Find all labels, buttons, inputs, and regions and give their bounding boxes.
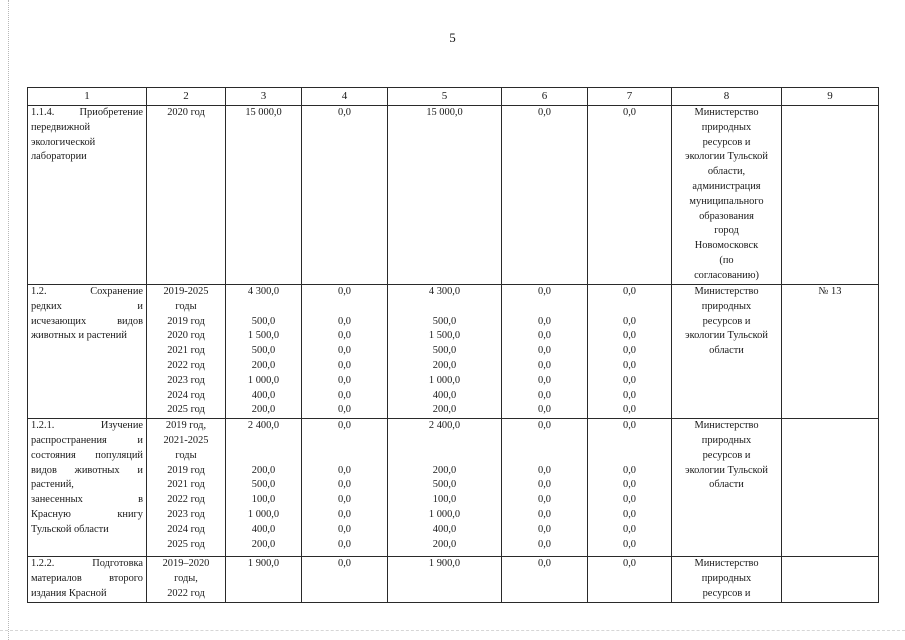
amount-value: 400,0 <box>432 389 457 401</box>
amount-value: 1 500,0 <box>428 330 461 342</box>
measure-name-line: 1.2.2. Подготовка <box>31 558 143 570</box>
amount-value: 400,0 <box>251 389 276 401</box>
amount-value: 200,0 <box>251 464 276 476</box>
measure-name-line: 1.2. Сохранение <box>31 286 143 297</box>
amount-value: 200,0 <box>251 538 276 550</box>
amount-value: 0,0 <box>538 315 551 327</box>
measure-name-cell <box>28 285 147 419</box>
amount-cell-3 <box>226 285 302 419</box>
period-line: годы, <box>174 572 198 584</box>
amount-value: 200,0 <box>432 404 457 416</box>
amount-value: 0,0 <box>538 374 551 386</box>
note-value <box>785 557 875 572</box>
amount-value: 0,0 <box>338 558 351 570</box>
executor-line: ресурсов и <box>702 136 751 148</box>
note-value: № 13 <box>818 286 842 297</box>
amount-value: 0,0 <box>338 479 351 491</box>
amount-value: 500,0 <box>432 315 457 327</box>
amount-value: 1 000,0 <box>247 374 280 386</box>
amount-value: 0,0 <box>338 374 351 386</box>
measure-name-line: состояния популяций <box>31 449 143 461</box>
executor-line: ресурсов и <box>702 587 751 599</box>
executor-line: экологии Тульской <box>685 464 768 476</box>
period-line: 2022 год <box>167 587 205 599</box>
table-header-row <box>28 88 879 106</box>
header-cell-4: 4 <box>302 88 388 106</box>
amount-value: 0,0 <box>623 315 636 327</box>
measure-name-cell <box>28 106 147 285</box>
measure-name-line: растений, <box>31 479 74 491</box>
executor-cell <box>672 419 782 557</box>
scan-bottom-edge <box>0 630 905 632</box>
amount-value: 0,0 <box>338 330 351 342</box>
executor-line: ресурсов и <box>702 449 751 461</box>
amount-cell-6 <box>502 419 588 557</box>
note-cell <box>782 285 879 419</box>
period-line: 2023 год <box>167 374 205 386</box>
period-line: годы <box>175 449 197 461</box>
amount-value: 0,0 <box>338 538 351 550</box>
executor-line: образования <box>699 210 754 222</box>
amount-value: 0,0 <box>623 345 636 357</box>
amount-value: 0,0 <box>538 464 551 476</box>
executor-line: Министерство <box>694 420 759 432</box>
executor-line: области <box>709 345 744 357</box>
amount-value: 0,0 <box>623 523 636 535</box>
amount-value: 0,0 <box>623 464 636 476</box>
measure-name-line: 1.2.1. Изучение <box>31 420 143 432</box>
amount-value: 500,0 <box>251 315 276 327</box>
amount-value <box>229 434 298 449</box>
period-line: 2021-2025 <box>163 434 209 446</box>
executor-line: администрация <box>692 180 761 192</box>
measure-name-line: экологической <box>31 136 96 148</box>
amount-value: 2 400,0 <box>428 420 461 432</box>
amount-value: 0,0 <box>538 523 551 535</box>
executor-line: (по <box>719 254 734 266</box>
amount-value: 0,0 <box>538 107 551 118</box>
executor-cell <box>672 106 782 285</box>
amount-value: 0,0 <box>338 286 351 297</box>
amount-cell-3 <box>226 106 302 285</box>
amount-cell-5 <box>388 106 502 285</box>
page-edge-line <box>8 0 9 640</box>
amount-cell-3 <box>226 557 302 602</box>
note-value <box>785 106 875 121</box>
amount-value: 0,0 <box>623 508 636 520</box>
amount-value: 1 900,0 <box>247 558 280 570</box>
amount-value: 0,0 <box>538 479 551 491</box>
amount-value: 0,0 <box>538 286 551 297</box>
amount-value: 0,0 <box>623 286 636 297</box>
amount-value: 0,0 <box>538 359 551 371</box>
amount-value: 0,0 <box>538 420 551 432</box>
amount-value: 0,0 <box>623 359 636 371</box>
measure-name-line: редких и <box>31 300 143 312</box>
period-line: 2024 год <box>167 523 205 535</box>
amount-value: 500,0 <box>251 479 276 491</box>
executor-line: город <box>714 225 739 237</box>
period-cell <box>147 106 226 285</box>
amount-cell-5 <box>388 285 502 419</box>
amount-value: 1 500,0 <box>247 330 280 342</box>
amount-value: 0,0 <box>623 389 636 401</box>
period-line: 2020 год <box>167 330 205 342</box>
amount-value: 0,0 <box>623 479 636 491</box>
amount-value: 0,0 <box>538 508 551 520</box>
period-cell <box>147 285 226 419</box>
period-line: 2019-2025 <box>163 286 209 297</box>
period-line: 2021 год <box>167 345 205 357</box>
amount-cell-7 <box>588 557 672 602</box>
measure-name-line: передвижной <box>31 121 91 133</box>
amount-value: 0,0 <box>623 494 636 506</box>
measure-name-line: Тульской области <box>31 523 109 535</box>
amount-value: 0,0 <box>338 389 351 401</box>
period-line: 2025 год <box>167 538 205 550</box>
executor-line: Новомосковск <box>694 240 759 252</box>
executor-line: согласованию) <box>694 269 759 281</box>
amount-value <box>591 434 668 449</box>
header-cell-8: 8 <box>672 88 782 106</box>
period-line: годы <box>175 300 197 312</box>
measure-name-line: животных и растений <box>31 330 127 342</box>
amount-value <box>391 300 498 315</box>
amount-value: 0,0 <box>338 345 351 357</box>
amount-value: 200,0 <box>432 359 457 371</box>
measure-name-line: Красную книгу <box>31 508 143 520</box>
amount-value: 0,0 <box>338 315 351 327</box>
executor-line: природных <box>701 300 752 312</box>
budget-table <box>27 87 879 603</box>
amount-value <box>305 434 384 449</box>
executor-cell <box>672 557 782 602</box>
period-cell <box>147 557 226 602</box>
header-cell-3: 3 <box>226 88 302 106</box>
amount-value: 400,0 <box>251 523 276 535</box>
note-cell <box>782 557 879 602</box>
amount-value <box>305 449 384 464</box>
amount-value: 500,0 <box>432 479 457 491</box>
period-line: 2022 год <box>167 494 205 506</box>
amount-value: 0,0 <box>538 494 551 506</box>
header-cell-7: 7 <box>588 88 672 106</box>
period-line: 2023 год <box>167 508 205 520</box>
period-line: 2021 год <box>167 479 205 491</box>
amount-cell-4 <box>302 557 388 602</box>
amount-value <box>305 300 384 315</box>
executor-line: муниципального <box>689 195 764 207</box>
amount-cell-7 <box>588 106 672 285</box>
amount-value: 4 300,0 <box>247 286 280 297</box>
executor-line: природных <box>701 434 752 446</box>
period-cell <box>147 419 226 557</box>
amount-value: 100,0 <box>432 494 457 506</box>
amount-value: 1 900,0 <box>428 558 461 570</box>
amount-value <box>505 434 584 449</box>
amount-value: 0,0 <box>538 389 551 401</box>
header-cell-1: 1 <box>28 88 147 106</box>
amount-value: 200,0 <box>251 404 276 416</box>
note-value <box>785 419 875 434</box>
amount-value <box>505 300 584 315</box>
period-line: 2019 год, <box>165 420 207 432</box>
amount-cell-4 <box>302 285 388 419</box>
amount-value: 400,0 <box>432 523 457 535</box>
executor-line: Министерство <box>694 558 759 570</box>
executor-line: области <box>709 479 744 491</box>
amount-value: 4 300,0 <box>428 286 461 297</box>
executor-line: Министерство <box>694 107 759 118</box>
amount-value <box>391 434 498 449</box>
amount-value: 2 400,0 <box>247 420 280 432</box>
measure-name-line: материалов второго <box>31 572 143 584</box>
amount-cell-4 <box>302 106 388 285</box>
amount-value: 0,0 <box>623 374 636 386</box>
amount-value: 0,0 <box>338 107 351 118</box>
page-number: 5 <box>449 30 456 45</box>
amount-value: 0,0 <box>623 538 636 550</box>
amount-value: 100,0 <box>251 494 276 506</box>
amount-value: 0,0 <box>338 508 351 520</box>
amount-cell-3 <box>226 419 302 557</box>
period-line: 2024 год <box>167 389 205 401</box>
table-row <box>28 285 879 419</box>
table-row <box>28 106 879 285</box>
table-row <box>28 557 879 602</box>
period-line: 2019–2020 <box>162 558 210 570</box>
period-line: 2022 год <box>167 359 205 371</box>
measure-name-line: издания Красной <box>31 587 107 599</box>
measure-name-line: распространения и <box>31 434 143 446</box>
amount-cell-7 <box>588 419 672 557</box>
amount-value: 200,0 <box>432 464 457 476</box>
amount-value: 0,0 <box>538 330 551 342</box>
amount-value: 0,0 <box>338 494 351 506</box>
executor-cell <box>672 285 782 419</box>
amount-value <box>505 449 584 464</box>
amount-value: 200,0 <box>432 538 457 550</box>
measure-name-line: видов животных и <box>31 464 143 476</box>
period-line: 2020 год <box>167 107 205 118</box>
amount-value: 0,0 <box>538 404 551 416</box>
amount-value: 15 000,0 <box>245 107 282 118</box>
amount-cell-4 <box>302 419 388 557</box>
amount-cell-5 <box>388 557 502 602</box>
header-cell-9: 9 <box>782 88 879 106</box>
amount-value: 0,0 <box>538 345 551 357</box>
executor-line: области, <box>707 166 746 178</box>
measure-name-line: занесенных в <box>31 494 143 506</box>
amount-value: 500,0 <box>432 345 457 357</box>
note-cell <box>782 106 879 285</box>
amount-value: 0,0 <box>338 404 351 416</box>
amount-value: 15 000,0 <box>426 107 463 118</box>
amount-value: 0,0 <box>538 538 551 550</box>
measure-name-cell <box>28 419 147 557</box>
measure-name-cell <box>28 557 147 602</box>
amount-value: 0,0 <box>623 404 636 416</box>
period-line: 2019 год <box>167 464 205 476</box>
amount-value: 1 000,0 <box>428 374 461 386</box>
period-line: 2019 год <box>167 315 205 327</box>
amount-value <box>229 300 298 315</box>
amount-value <box>591 300 668 315</box>
executor-line: ресурсов и <box>702 315 751 327</box>
measure-name-line: исчезающих видов <box>31 315 143 327</box>
amount-cell-6 <box>502 557 588 602</box>
amount-cell-5 <box>388 419 502 557</box>
executor-line: природных <box>701 572 752 584</box>
amount-value: 0,0 <box>623 558 636 570</box>
header-cell-6: 6 <box>502 88 588 106</box>
amount-cell-6 <box>502 285 588 419</box>
executor-line: Министерство <box>694 286 759 297</box>
amount-value <box>391 449 498 464</box>
amount-value: 200,0 <box>251 359 276 371</box>
amount-value: 0,0 <box>338 464 351 476</box>
amount-value: 1 000,0 <box>247 508 280 520</box>
amount-value: 0,0 <box>623 330 636 342</box>
executor-line: природных <box>701 121 752 133</box>
amount-value <box>591 449 668 464</box>
amount-value: 0,0 <box>623 420 636 432</box>
amount-value: 0,0 <box>338 420 351 432</box>
amount-value <box>229 449 298 464</box>
amount-value: 0,0 <box>538 558 551 570</box>
executor-line: экологии Тульской <box>685 330 768 342</box>
executor-line: экологии Тульской <box>685 151 768 163</box>
amount-value: 0,0 <box>623 107 636 118</box>
measure-name-line: 1.1.4. Приобретение <box>31 107 143 118</box>
note-cell <box>782 419 879 557</box>
amount-cell-6 <box>502 106 588 285</box>
period-line: 2025 год <box>167 404 205 416</box>
amount-cell-7 <box>588 285 672 419</box>
measure-name-line: лаборатории <box>31 151 87 163</box>
table-row <box>28 419 879 557</box>
table-body <box>28 88 879 603</box>
header-cell-5: 5 <box>388 88 502 106</box>
header-cell-2: 2 <box>147 88 226 106</box>
amount-value: 1 000,0 <box>428 508 461 520</box>
amount-value: 500,0 <box>251 345 276 357</box>
amount-value: 0,0 <box>338 523 351 535</box>
amount-value: 0,0 <box>338 359 351 371</box>
